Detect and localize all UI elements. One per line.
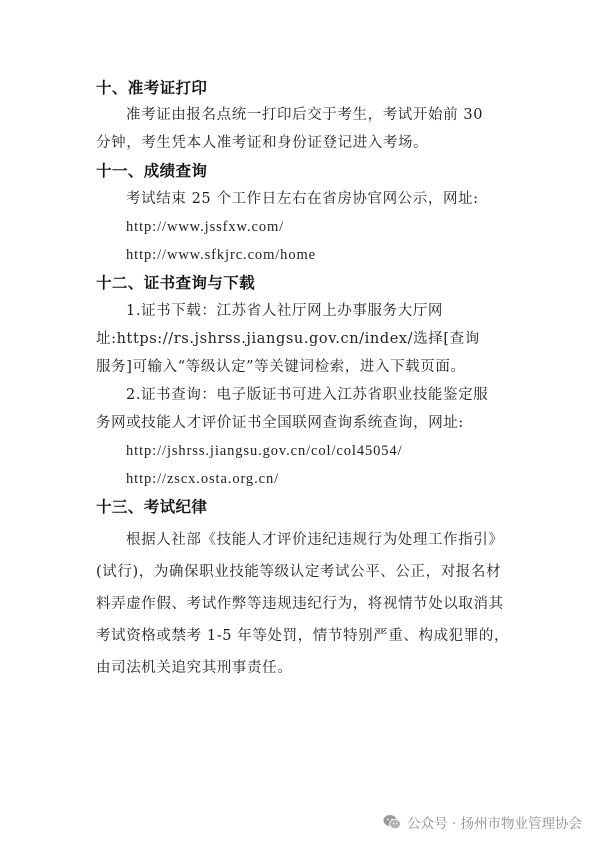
section-13-line-4: 考试资格或禁考 1-5 年等处罚，情节特别严重、构成犯罪的， <box>96 628 510 644</box>
section-10-line-1: 准考证由报名点统一打印后交于考生，考试开始前 30 <box>126 107 484 123</box>
wechat-icon <box>383 814 401 830</box>
section-13-line-5: 由司法机关追究其刑事责任。 <box>96 660 293 676</box>
section-11-url-1[interactable]: http://www.jssfxw.com/ <box>126 219 285 235</box>
section-13-line-3: 料弄虚作假、考试作弊等违规违纪行为，将视情节处以取消其 <box>96 596 504 612</box>
section-12-line-1: 1.证书下载：江苏省人社厅网上办事服务大厅网 <box>126 303 444 319</box>
section-13-heading: 十三、考试纪律 <box>96 498 208 516</box>
section-12-line-4: 2.证书查询：电子版证书可进入江苏省职业技能鉴定服 <box>126 387 489 403</box>
footer-watermark <box>383 812 582 832</box>
section-12-url-2[interactable]: http://zscx.osta.org.cn/ <box>126 471 280 487</box>
section-11-line-1: 考试结束 25 个工作日左右在省房协官网公示，网址: <box>126 191 479 207</box>
section-10-line-2: 分钟，考生凭本人准考证和身份证登记进入考场。 <box>96 135 429 151</box>
section-13-line-2: (试行)，为确保职业技能等级认定考试公平、公正，对报名材 <box>96 564 502 580</box>
section-12-heading: 十二、证书查询与下载 <box>96 274 256 292</box>
section-13-line-1: 根据人社部《技能人才评价违纪违规行为处理工作指引》 <box>126 532 504 548</box>
section-12-line-5: 务网或技能人才评价证书全国联网查询系统查询，网址: <box>96 415 464 431</box>
section-12-line-3: 服务]可输入“等级认定”等关键词检索，进入下载页面。 <box>96 359 466 375</box>
section-11-url-2[interactable]: http://www.sfkjrc.com/home <box>126 247 316 263</box>
footer-text: 公众号 · 扬州市物业管理协会 <box>407 816 582 832</box>
section-10-heading: 十、准考证打印 <box>96 79 208 97</box>
section-12-url-1[interactable]: http://jshrss.jiangsu.gov.cn/col/col45054/ <box>126 443 403 459</box>
section-11-heading: 十一、成绩查询 <box>96 162 208 180</box>
section-12-line-2: 址:https://rs.jshrss.jiangsu.gov.cn/index/选择[查询 <box>96 331 480 347</box>
